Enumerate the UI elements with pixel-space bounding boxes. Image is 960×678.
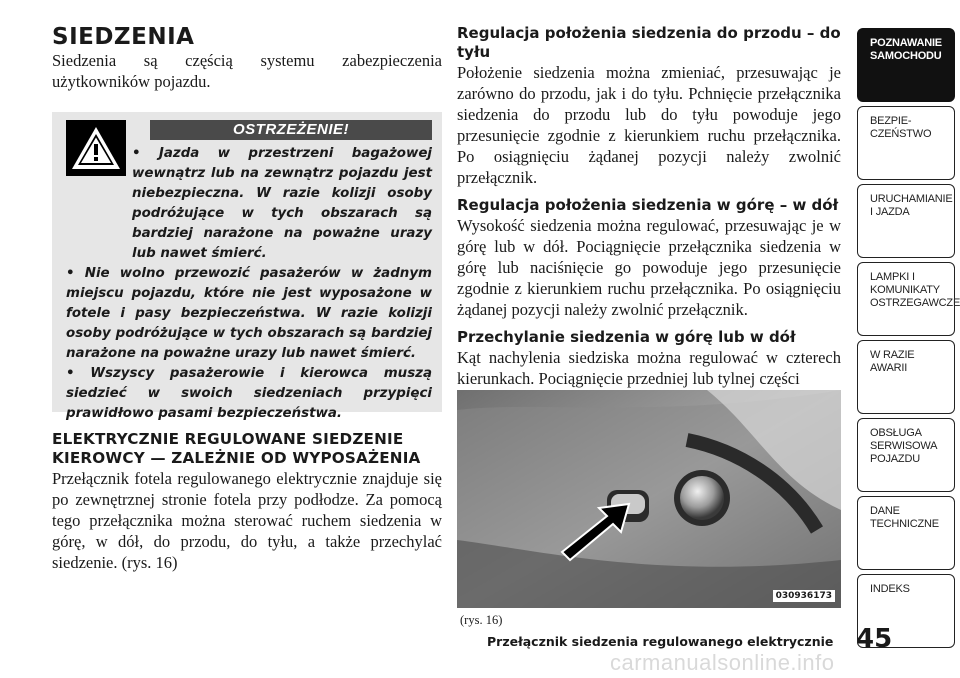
section-heading: ELEKTRYCZNIE REGULOWANE SIEDZENIE KIEROWCY — ZALEŻNIE OD WYPOSAŻENIA (52, 430, 421, 467)
page-title: SIEDZENIA (52, 24, 195, 50)
right-column (457, 24, 841, 389)
watermark-text: carmanualsonline.info (610, 650, 835, 675)
figure-caption: Przełącznik siedzenia regulowanego elektrycznie (487, 634, 834, 649)
warning-triangle-icon (66, 120, 126, 176)
subheading-up-down: Regulacja położenia siedzenia w górę – w dół (457, 196, 839, 214)
warning-paragraph: • Jazda w przestrzeni bagażowej wewnątrz lub na zewnątrz pojazdu jest niebezpieczna. W razie kolizji osoby podróżujące w tych obszarach są bardziej narażone na poważne urazy lub nawet śmierć. (132, 146, 432, 261)
tab-obsluga-serwisowa[interactable]: OBSŁUGA SERWISOWA POJAZDU (857, 418, 955, 492)
tab-poznawanie-samochodu[interactable]: POZNAWANIE SAMOCHODU (857, 28, 955, 102)
tab-w-razie-awarii[interactable]: W RAZIE AWARII (857, 340, 955, 414)
warning-header: OSTRZEŻENIE! (150, 120, 432, 140)
chapter-tabs (857, 28, 960, 652)
paragraph-tilt: Kąt nachylenia siedziska można regulować w czterech kierunkach. Pociągnięcie przedniej lub tylnej części (457, 348, 841, 388)
warning-paragraph: • Nie wolno przewozić pasażerów w żadnym miejscu pojazdu, które nie jest wyposażone w fotele i pasy bezpieczeństwa. W razie kolizji osoby podróżujące w tych obszarach są bardziej narażone na poważne urazy lub nawet śmierć. (66, 266, 432, 361)
figure-code: 030936173 (773, 590, 835, 602)
left-column (52, 24, 442, 573)
seat-switch-photo (457, 390, 841, 608)
subheading-forward-back: Regulacja położenia siedzenia do przodu – do tyłu (457, 24, 841, 61)
warning-box (52, 112, 442, 421)
tab-lampki-i-komunikaty[interactable]: LAMPKI I KOMUNIKATY OSTRZEGAWCZE (857, 262, 955, 336)
tab-dane-techniczne[interactable]: DANE TECHNICZNE (857, 496, 955, 570)
tab-uruchamianie-i-jazda[interactable]: URUCHAMIANIE I JAZDA (857, 184, 955, 258)
tab-indeks[interactable]: INDEKS (857, 574, 955, 648)
section-body: Przełącznik fotela regulowanego elektrycznie znajduje się po zewnętrznej stronie fotela przy podłodze. Za pomocą tego przełącznika można sterować ruchem siedzenia w górę, w dół, do przodu, do tyłu, a także przechylać siedzenie. (rys. 16) (52, 469, 442, 572)
paragraph-up-down: Wysokość siedzenia można regulować, przesuwając je w górę lub w dół. Pociągnięcie przełącznika siedzenia w górę lub naciśnięcie go powoduje jego przesunięcie zgodnie z kierunkiem ruchu przełącznika. Po osiągnięciu żądanej pozycji należy zwolnić przełącznik. (457, 216, 841, 319)
page-number: 45 (856, 624, 893, 654)
paragraph-forward-back: Położenie siedzenia można zmieniać, przesuwając je zarówno do przodu, jak i do tyłu. Pchnięcie przełącznika siedzenia do przodu lub do tyłu powoduje jego przesunięcie zgodnie z kierunkiem ruchu przełącznika. Po osiągnięciu żądanej pozycji należy zwolnić przełącznik. (457, 63, 841, 187)
intro-text: Siedzenia są częścią systemu zabezpieczenia użytkowników pojazdu. (52, 51, 442, 91)
subheading-tilt: Przechylanie siedzenia w górę lub w dół (457, 328, 796, 346)
warning-paragraph: • Wszyscy pasażerowie i kierowca muszą siedzieć w swoich siedzeniach przypięci prawidłowo pasami bezpieczeństwa. (66, 366, 432, 421)
figure-reference: (rys. 16) (460, 613, 503, 627)
tab-bezpieczenstwo[interactable]: BEZPIE- CZEŃSTWO (857, 106, 955, 180)
